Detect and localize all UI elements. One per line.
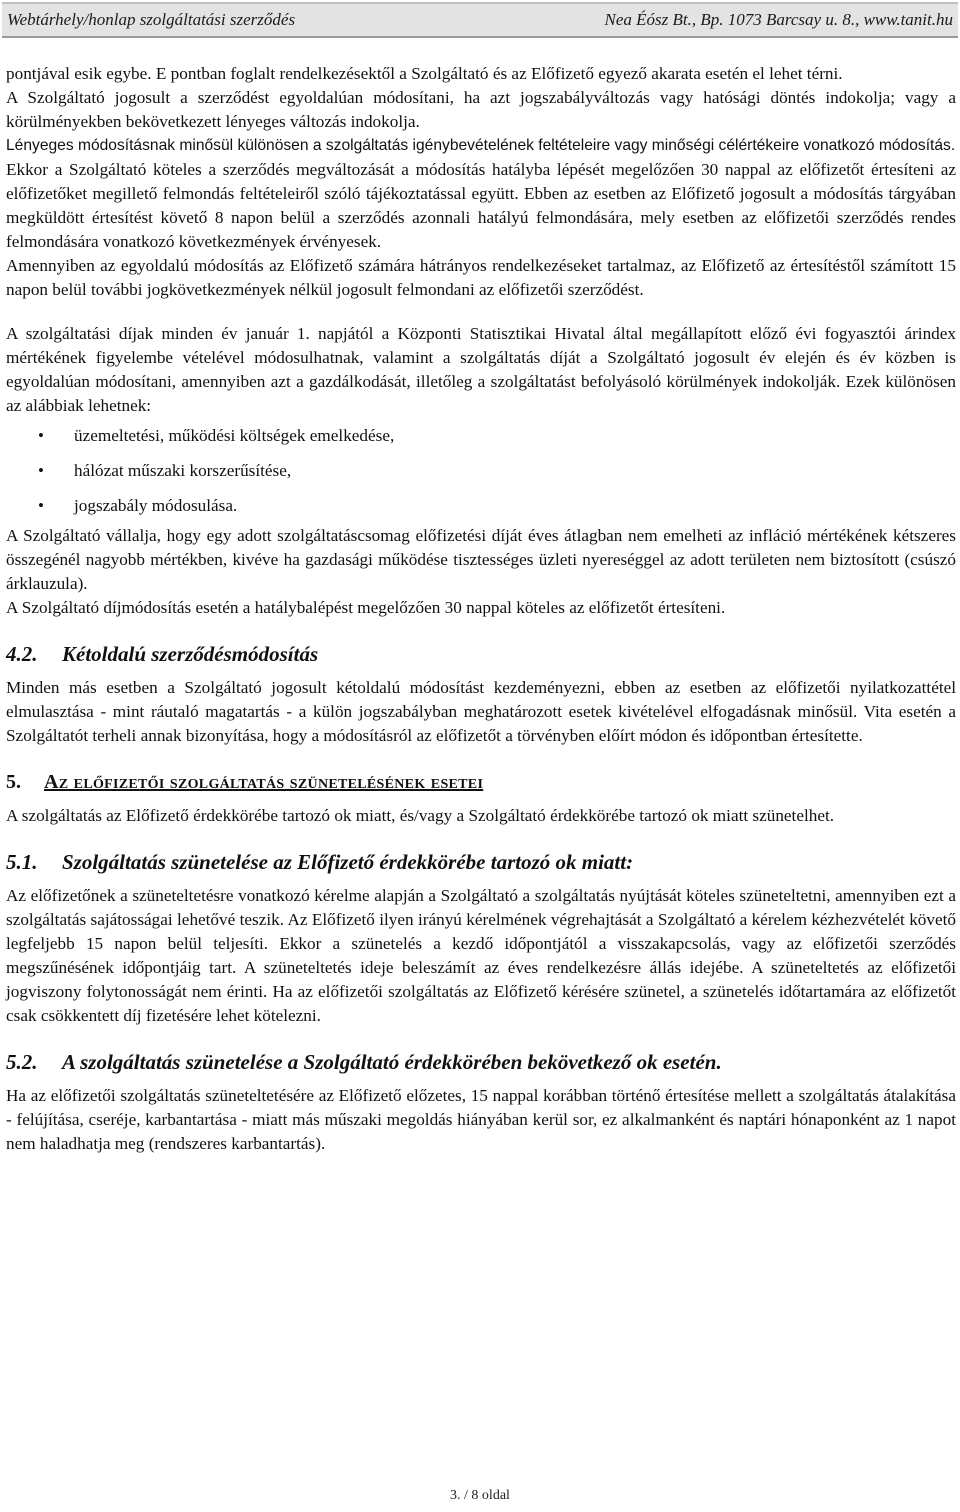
list-item [6,459,956,483]
section-number: 5.1. [6,850,38,874]
section-title: A szolgáltatás szünetelése a Szolgáltató érdekkörében bekövetkező ok esetén. [62,1050,722,1074]
list-item [6,494,956,518]
paragraph: A Szolgáltató vállalja, hogy egy adott szolgáltatáscsomag előfizetési díját éves átlagban nem emelheti az infláció mértékének kétszeres összegénél nagyobb mértékben, kivéve ha gazdasági működése tisztességes üzleti nyereséggel az adott területen nem biztosított (csúszó árklauzula). [6,526,956,593]
section-heading-5 [6,768,956,796]
spacer [6,620,956,640]
spacer [6,668,956,676]
section-number: 5.2. [6,1050,38,1074]
bullet-list [6,424,956,518]
spacer [6,828,956,848]
spacer [6,1076,956,1084]
spacer [6,876,956,884]
paragraph: A szolgáltatás az Előfizető érdekkörébe tartozó ok miatt, és/vagy a Szolgáltató érdekkörébe tartozó ok miatt szünetelhet. [6,806,835,825]
paragraph: Az előfizetőnek a szüneteltetésre vonatkozó kérelme alapján a Szolgáltató a szolgáltatás nyújtását köteles szüneteltetni, amennyiben ezt a szolgáltatás sajátosságai lehetővé teszik. Az Előfizető ilyen irányú kérelmének végrehajtását a Szolgáltató a kérelem kézhezvételét követő legfeljebb 15 napon belül teljesíti. Ekkor a szünetelés a kezdő időpontjától a visszakapcsolás, vagy az előfizetői szerződés megszűnésének időpontjáig tart. A szüneteltetés ideje beleszámít az éves rendelkezésre állás idejébe. A szüneteltetés az előfizetői jogviszony folytonosságát nem érinti. Ha az előfizetői szolgáltatás az Előfizető kérésére szünetel, a szünetelés időtartamára az előfizetőt csak csökkentett díj fizetésére lehet kötelezni. [6,886,956,1025]
section-heading-5-1 [6,848,956,876]
section-title: Kétoldalú szerződésmódosítás [62,642,319,666]
bullet-icon: • [38,496,44,515]
section-heading-4-2 [6,640,956,668]
document-body [6,62,956,1156]
paragraph: Minden más esetben a Szolgáltató jogosult kétoldalú módosítást kezdeményezni, ebben az esetben az előfizetői nyilatkozattétel elmulasztása - mint ráutaló magatartás - a külön jogszabályban meghatározott esetek kivételével elfogadásnak minősül. Vita esetén a Szolgáltatót terheli annak bizonyítása, hogy a módosításról az előfizetőt a törvényben előírt módon és időpontban értesítette. [6,678,956,745]
list-item [6,424,956,448]
paragraph: Lényeges módosításnak minősül különösen a szolgáltatás igénybevételének feltételeire vagy minőségi célértékeire vonatkozó módosítás. [6,137,956,154]
page-number: 3. / 8 oldal [450,1488,510,1503]
spacer [6,796,956,804]
paragraph: A Szolgáltató jogosult a szerződést egyoldalúan módosítani, ha azt jogszabályváltozás vagy hatósági döntés indokolja; vagy a körülményekben bekövetkezett lényeges változás indokolja. [6,88,956,131]
list-item-text: hálózat műszaki korszerűsítése, [74,461,292,480]
header-document-title: Webtárhely/honlap szolgáltatási szerződés [7,10,296,29]
section-number: 4.2. [6,642,38,666]
paragraph: A szolgáltatási díjak minden év január 1. napjától a Központi Statisztikai Hivatal által megállapított előző évi fogyasztói árindex mértékének figyelembe vételével módosulhatnak, valamint a szolgáltatás díját a Szolgáltató jogosult év elején és év közben is egyoldalúan módosítani, amennyiben azt a gazdálkodását, illetőleg a szolgáltatást befolyásoló körülmények indokolják. Ezek különösen az alábbiak lehetnek: [6,324,956,415]
paragraph: pontjával esik egybe. E pontban foglalt rendelkezésektől a Szolgáltató és az Előfizető egyező akarata esetén el lehet térni. [6,64,843,83]
bullet-icon: • [38,461,44,480]
section-title: Szolgáltatás szünetelése az Előfizető érdekkörébe tartozó ok miatt: [62,850,634,874]
spacer [6,1028,956,1048]
header-company-info: Nea Éósz Bt., Bp. 1073 Barcsay u. 8., www.tanit.hu [604,10,953,29]
section-heading-5-2 [6,1048,956,1076]
spacer [6,302,956,322]
paragraph: Ha az előfizetői szolgáltatás szüneteltetésére az Előfizető előzetes, 15 nappal korábban történő értesítése mellett a szolgáltatás átalakítása - felújítása, cseréje, karbantartása - miatt más műszaki megoldás hiányában kerül sor, ez alkalmanként és naptári hónaponként az 1 napot nem haladhatja meg (rendszeres karbantartás). [6,1086,956,1153]
paragraph: A Szolgáltató díjmódosítás esetén a hatálybalépést megelőzően 30 nappal köteles az előfizetőt értesíteni. [6,598,726,617]
paragraph: Ekkor a Szolgáltató köteles a szerződés megváltozását a módosítás hatályba lépését megelőzően 30 nappal az előfizetőt értesíteni az előfizetőket megillető felmondás feltételeiről szóló tájékoztatással együtt. Ebben az esetben az Előfizető jogosult a módosítás tárgyában megküldött értesítést követő 8 napon belül a szerződés azonnali hatályú felmondására, mely esetben az előfizetői szerződés rendes felmondására vonatkozó következmények érvényesek. [6,160,956,251]
section-title: Az előfizetői szolgáltatás szünetelésének esetei [44,771,484,793]
page-header [2,2,958,38]
section-number: 5. [6,771,21,793]
bullet-icon: • [38,426,44,445]
paragraph: Amennyiben az egyoldalú módosítás az Előfizető számára hátrányos rendelkezéseket tartalmaz, az Előfizető az értesítéstől számított 15 napon belül további jogkövetkezmények nélkül jogosult felmondani az előfizetői szerződést. [6,256,956,299]
list-item-text: üzemeltetési, működési költségek emelkedése, [74,426,395,445]
spacer [6,748,956,768]
list-item-text: jogszabály módosulása. [74,496,238,515]
